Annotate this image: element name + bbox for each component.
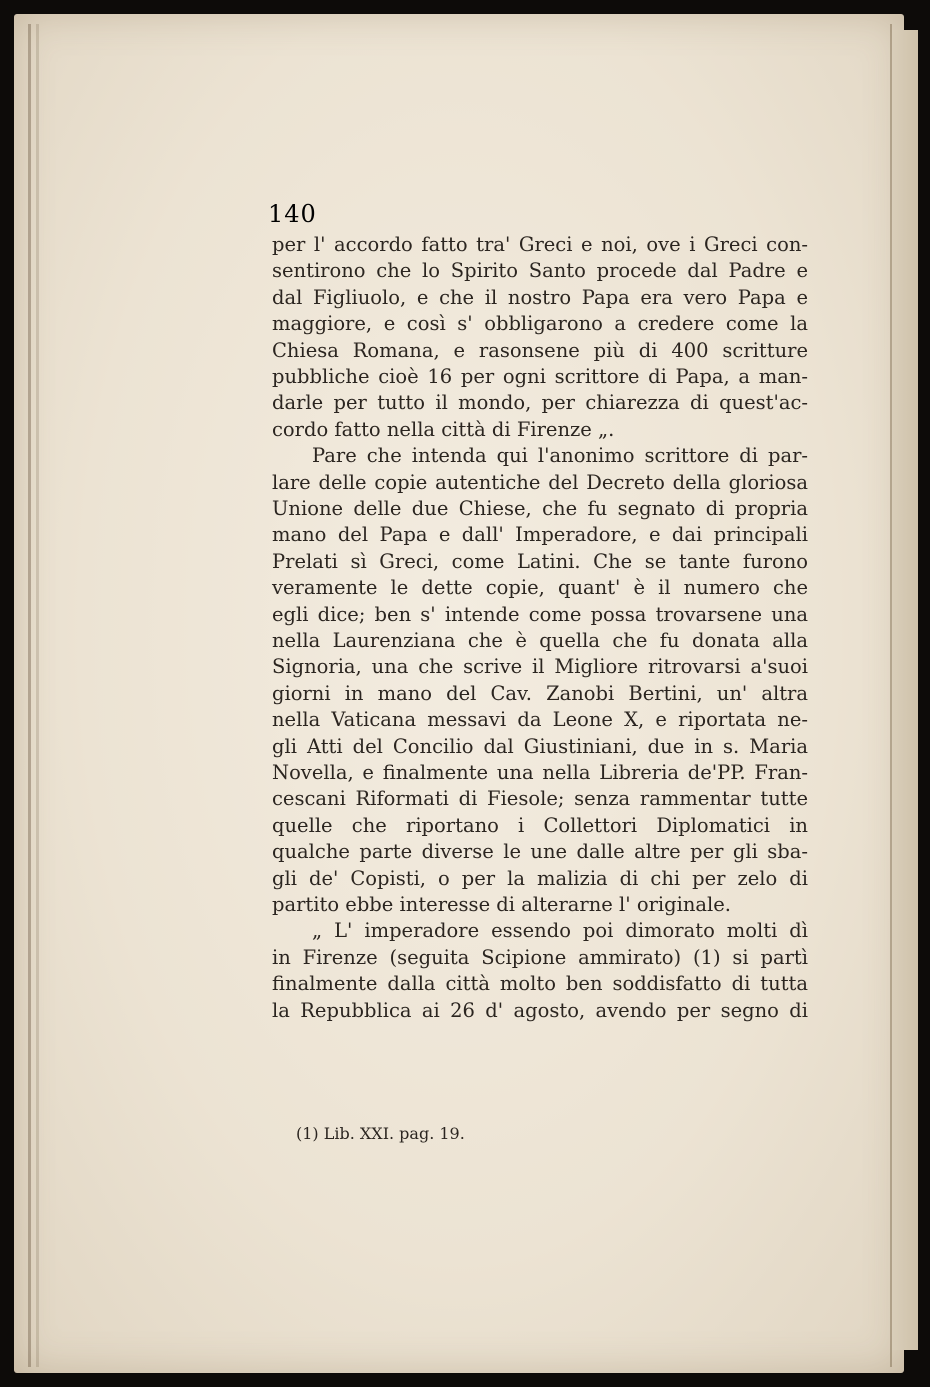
text-line: giorni in mano del Cav. Zanobi Bertini, un' altra [272, 681, 808, 705]
text-line: Chiesa Romana, e rasonsene più di 400 scritture [272, 338, 808, 362]
text-line: maggiore, e così s' obbligarono a credere come la [272, 312, 808, 336]
page-number: 140 [268, 200, 317, 228]
text-line: gli de' Copisti, o per la malizia di chi per zelo di [272, 866, 808, 890]
page-edge-left-inner [36, 24, 39, 1367]
text-line: Signoria, una che scrive il Migliore ritrovarsi a'suoi [272, 655, 808, 679]
text-line: sentirono che lo Spirito Santo procede dal Padre e [272, 259, 808, 283]
text-line: „ L' imperadore essendo poi dimorato molti dì [312, 919, 808, 943]
text-line: partito ebbe interesse di alterarne l' originale. [272, 893, 732, 916]
text-line: veramente le dette copie, quant' è il numero che [272, 576, 808, 600]
text-line: quelle che riportano i Collettori Diplomatici in [272, 813, 808, 837]
text-line: cescani Riformati di Fiesole; senza rammentar tutte [272, 787, 808, 811]
text-line: Pare che intenda qui l'anonimo scrittore di par- [312, 444, 808, 468]
text-line: gli Atti del Concilio dal Giustiniani, due in s. Maria [272, 734, 808, 758]
text-line: finalmente dalla città molto ben soddisfatto di tutta [272, 972, 808, 996]
text-line: la Repubblica ai 26 d' agosto, avendo per segno di [272, 998, 808, 1022]
text-line: cordo fatto nella città di Firenze „. [272, 417, 615, 441]
footnote: (1) Lib. XXI. pag. 19. [296, 1124, 465, 1143]
text-line: Prelati sì Greci, come Latini. Che se tante furono [272, 549, 808, 573]
text-line: Novella, e finalmente una nella Libreria de'PP. Fran- [272, 761, 808, 784]
text-line: nella Laurenziana che è quella che fu donata alla [272, 629, 808, 652]
text-line: darle per tutto il mondo, per chiarezza di quest'ac- [272, 391, 808, 415]
text-line: per l' accordo fatto tra' Greci e noi, ove i Greci con- [272, 233, 808, 256]
text-line: in Firenze (seguita Scipione ammirato) (1) si partì [272, 945, 808, 969]
text-line: qualche parte diverse le une dalle altre per gli sba- [272, 840, 808, 864]
text-line: pubbliche cioè 16 per ogni scrittore di Papa, a man- [272, 365, 808, 388]
text-line: mano del Papa e dall' Imperadore, e dai principali [272, 523, 808, 547]
page-edge-left [28, 24, 31, 1367]
text-line: Unione delle due Chiese, che fu segnato di propria [272, 497, 808, 520]
text-line: dal Figliuolo, e che il nostro Papa era vero Papa e [272, 285, 808, 309]
text-line: nella Vaticana messavi da Leone X, e riportata ne- [272, 708, 808, 732]
next-page-edge [892, 30, 918, 1350]
text-line: egli dice; ben s' intende come possa trovarsene una [272, 602, 808, 626]
page-edge-right [890, 24, 892, 1367]
text-line: lare delle copie autentiche del Decreto della gloriosa [272, 470, 808, 494]
